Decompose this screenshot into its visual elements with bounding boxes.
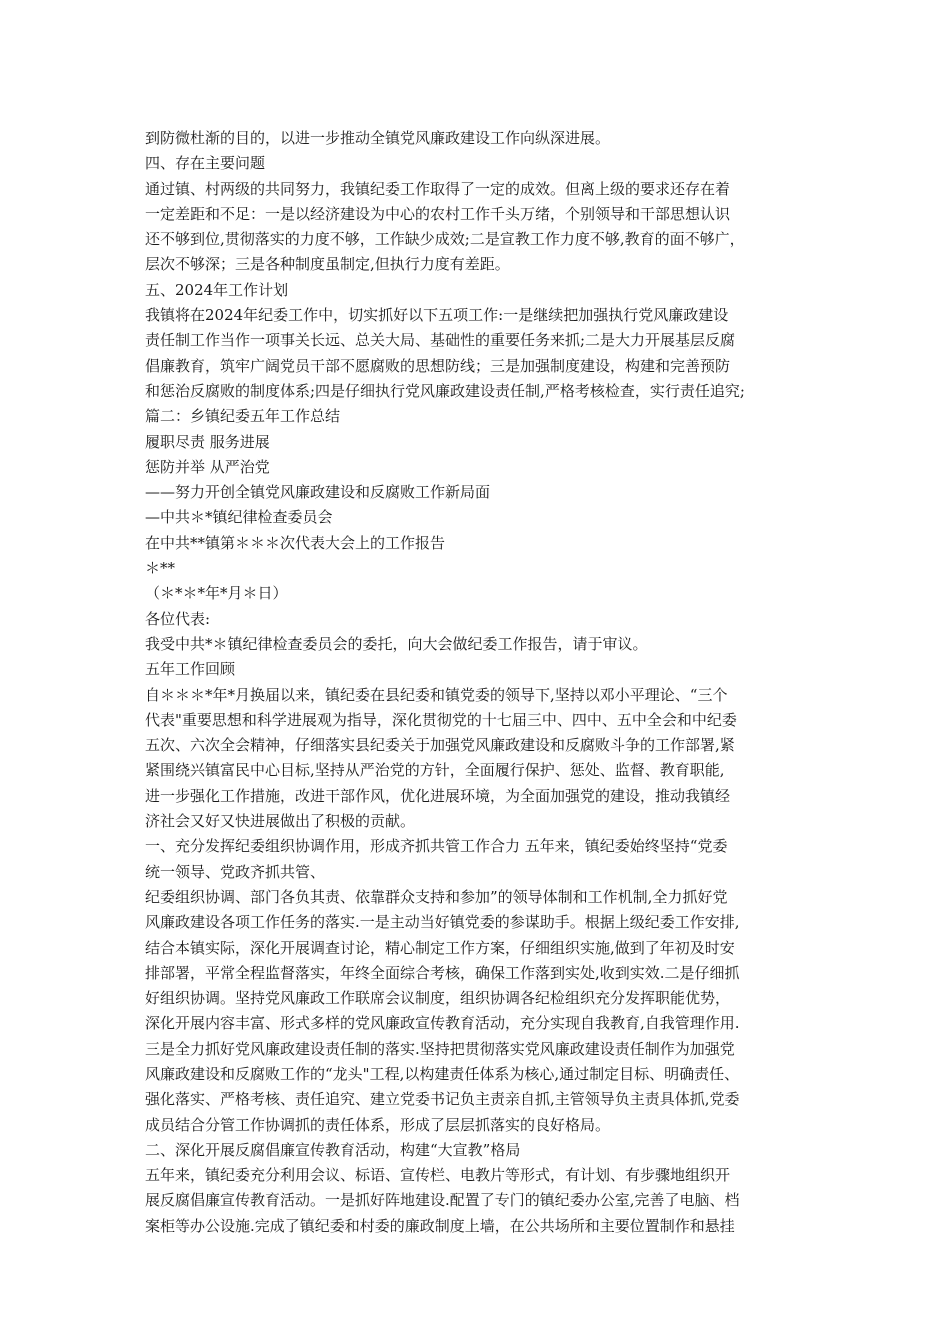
text-line: 风廉政建设各项工作任务的落实.一是主动当好镇党委的参谋助手。根据上级纪委工作安排, (145, 913, 740, 932)
text-line: 倡廉教育，筑牢广阔党员干部不愿腐败的思想防线；三是加强制度建设，构建和完善预防 (145, 356, 731, 375)
text-line: 层次不够深；三是各种制度虽制定,但执行力度有差距。 (145, 255, 510, 274)
text-line: 篇二：乡镇纪委五年工作总结 (145, 407, 341, 426)
text-line: 和惩治反腐败的制度体系;四是仔细执行党风廉政建设责任制,严格考核检查，实行责任追究; (145, 381, 745, 400)
text-line: 四、存在主要问题 (145, 154, 266, 173)
text-line: 惩防并举 从严治党 (145, 457, 270, 476)
text-line: 一定差距和不足：一是以经济建设为中心的农村工作千头万绪，个别领导和干部思想认识 (145, 204, 731, 223)
text-line: 五年来，镇纪委充分利用会议、标语、宣传栏、电教片等形式，有计划、有步骤地组织开 (145, 1166, 731, 1185)
text-line: 排部署，平常全程监督落实，年终全面综合考核，确保工作落到实处,收到实效.二是仔细抓 (145, 963, 740, 982)
text-line: 代表"重要思想和科学进展观为指导，深化贯彻党的十七届三中、四中、五中全会和中纪委 (145, 710, 737, 729)
text-line: 还不够到位,贯彻落实的力度不够，工作缺少成效;二是宣教工作力度不够,教育的面不够广， (145, 230, 745, 249)
text-line: 五次、六次全会精神，仔细落实县纪委关于加强党风廉政建设和反腐败斗争的工作部署,紧 (145, 736, 735, 755)
text-line: 三是全力抓好党风廉政建设责任制的落实.坚持把贯彻落实党风廉政建设责任制作为加强党 (145, 1039, 735, 1058)
text-line: （＊*＊*年*月＊日） (145, 584, 288, 603)
text-line: 展反腐倡廉宣传教育活动。一是抓好阵地建设.配置了专门的镇纪委办公室,完善了电脑、档 (145, 1191, 740, 1210)
text-line: ——努力开创全镇党风廉政建设和反腐败工作新局面 (145, 483, 491, 502)
text-line: 履职尽责 服务进展 (145, 432, 270, 451)
text-line: 统一领导、党政齐抓共管、 (145, 862, 326, 881)
text-line: 五、2024年工作计划 (145, 280, 289, 299)
document-body (145, 126, 825, 1239)
text-line: 成员结合分管工作协调抓的责任体系，形成了层层抓落实的良好格局。 (145, 1115, 611, 1134)
text-line: 紧围绕兴镇富民中心目标,坚持从严治党的方针，全面履行保护、惩处、监督、教育职能, (145, 761, 725, 780)
text-line: 我受中共*＊镇纪律检查委员会的委托，向大会做纪委工作报告，请于审议。 (145, 634, 648, 653)
text-line: 案柜等办公设施.完成了镇纪委和村委的廉政制度上墙，在公共场所和主要位置制作和悬挂 (145, 1216, 735, 1235)
text-line: 到防微杜渐的目的，以进一步推动全镇党风廉政建设工作向纵深进展。 (145, 129, 611, 147)
text-line: 济社会又好又快进展做出了积极的贡献。 (145, 812, 416, 831)
text-line: 风廉政建设和反腐败工作的“龙头"工程,以构建责任体系为核心,通过制定目标、明确责任、 (145, 1064, 740, 1083)
text-line: ＊** (145, 559, 176, 578)
text-line: 深化开展内容丰富、形式多样的党风廉政宣传教育活动，充分实现自我教育,自我管理作用. (145, 1014, 740, 1033)
text-line: 通过镇、村两级的共同努力，我镇纪委工作取得了一定的成效。但离上级的要求还存在着 (145, 179, 731, 198)
text-line: 纪委组织协调、部门各负其责、依靠群众支持和参加”的领导体制和工作机制,全力抓好党 (145, 887, 728, 906)
text-line: 在中共**镇第＊＊＊次代表大会上的工作报告 (145, 533, 446, 552)
text-line: 进一步强化工作措施，改进干部作风，优化进展环境，为全面加强党的建设，推动我镇经 (145, 786, 731, 805)
text-line: 各位代表: (145, 609, 211, 628)
text-line: 五年工作回顾 (145, 660, 236, 679)
text-line: 一、充分发挥纪委组织协调作用，形成齐抓共管工作合力 五年来，镇纪委始终坚持“党委 (145, 837, 728, 856)
text-line: 二、深化开展反腐倡廉宣传教育活动，构建“大宣教”格局 (145, 1140, 521, 1159)
text-line: 自＊＊＊*年*月换届以来，镇纪委在县纪委和镇党委的领导下,坚持以邓小平理论、“三个 (145, 685, 728, 704)
text-line: 好组织协调。坚持党风廉政工作联席会议制度，组织协调各纪检组织充分发挥职能优势， (145, 989, 731, 1008)
text-line: 我镇将在2024年纪委工作中，切实抓好以下五项工作:一是继续把加强执行党风廉政建设 (145, 306, 729, 325)
text-line: —中共＊*镇纪律检查委员会 (145, 508, 333, 527)
text-line: 结合本镇实际，深化开展调查讨论，精心制定工作方案，仔细组织实施,做到了年初及时安 (145, 938, 735, 957)
text-line: 责任制工作当作一项事关长远、总关大局、基础性的重要任务来抓;二是大力开展基层反腐 (145, 331, 736, 350)
text-line: 强化落实、严格考核、责任追究、建立党委书记负主责亲自抓,主管领导负主责具体抓,党委 (145, 1090, 740, 1109)
